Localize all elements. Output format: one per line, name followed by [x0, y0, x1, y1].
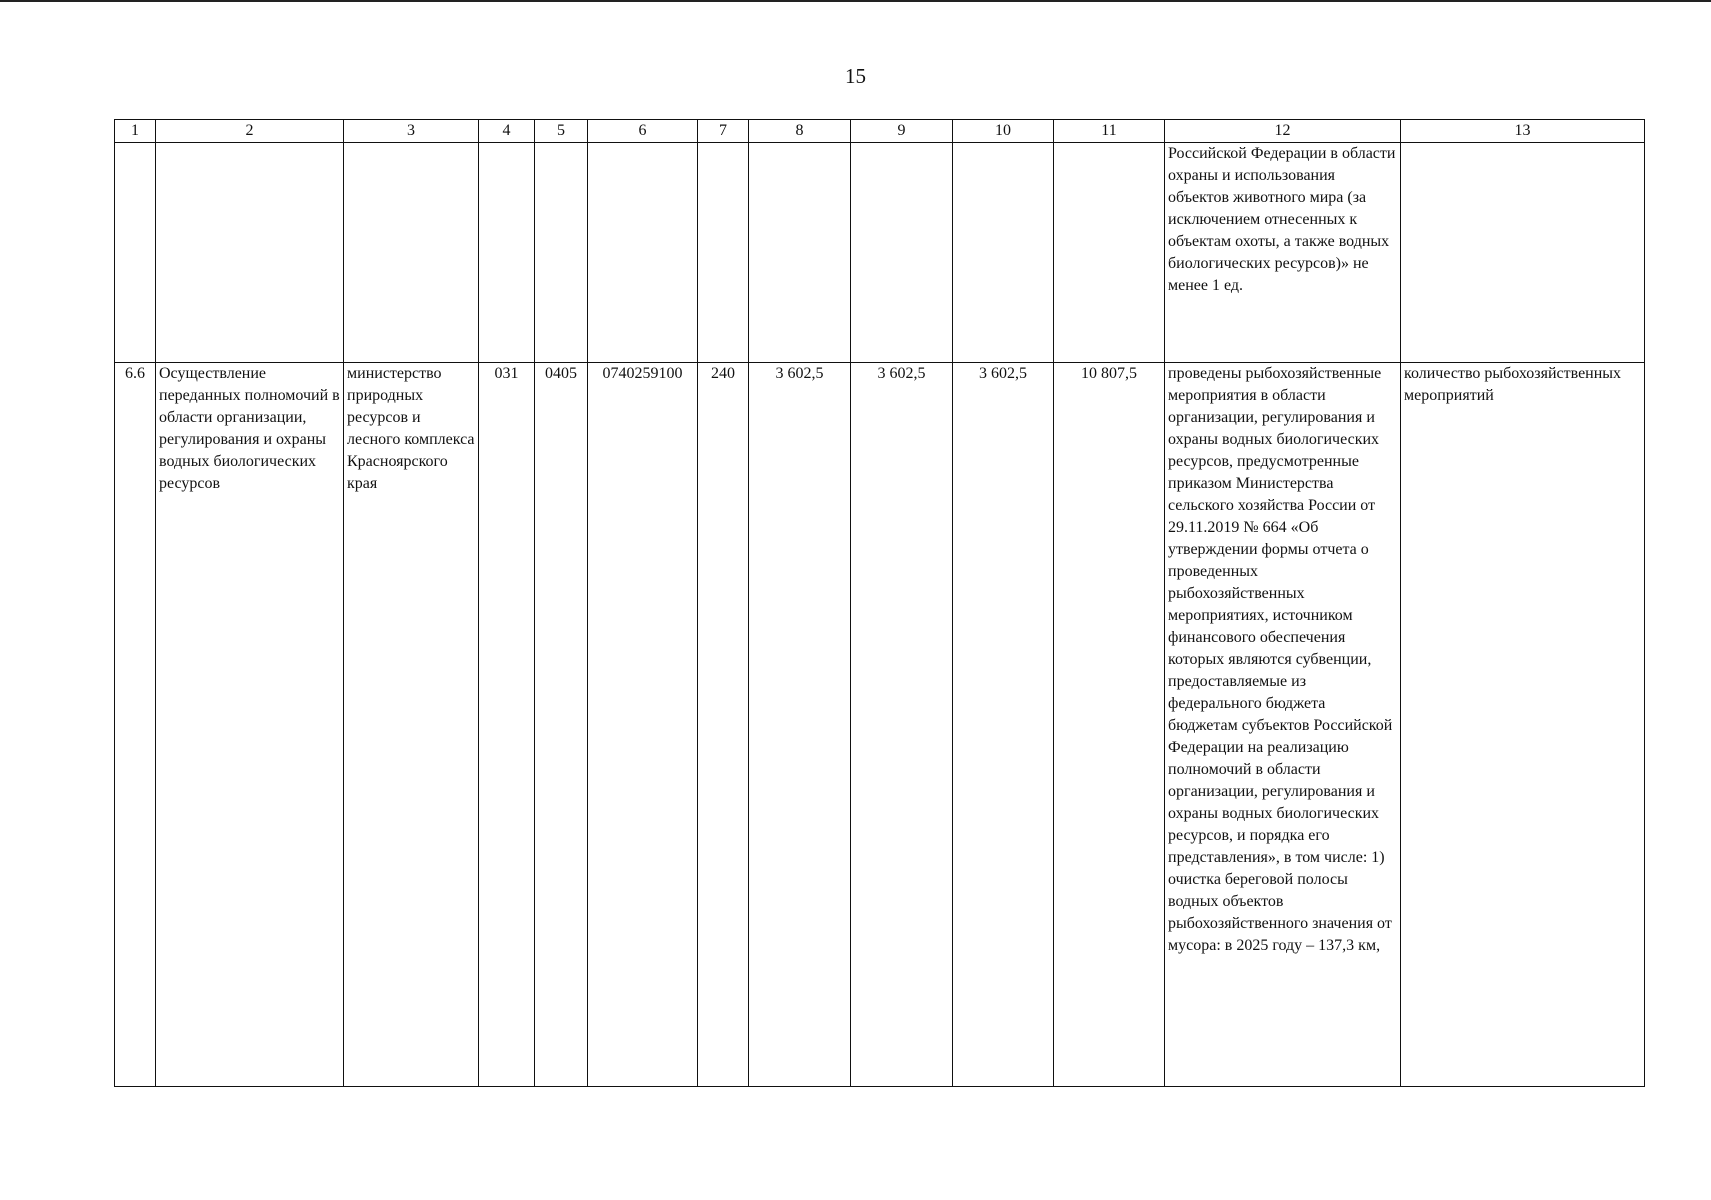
- cont-cell-8: [749, 143, 851, 363]
- header-col-7: 7: [698, 120, 749, 143]
- header-row: [115, 120, 1645, 143]
- csr-code: 0740259100: [588, 363, 698, 1087]
- indicator: количество рыбохозяйственных мероприятий: [1401, 363, 1645, 1087]
- cont-cell-9: [851, 143, 953, 363]
- header-col-12: 12: [1165, 120, 1401, 143]
- cont-cell-13: [1401, 143, 1645, 363]
- cont-cell-1: [115, 143, 156, 363]
- grbs-code: 031: [479, 363, 535, 1087]
- amount-2026: 3 602,5: [851, 363, 953, 1087]
- header-col-11: 11: [1054, 120, 1165, 143]
- executor: министерство природных ресурсов и лесного комплекса Красноярского края: [344, 363, 479, 1087]
- cont-cell-6: [588, 143, 698, 363]
- expected-result: проведены рыбохозяйственные мероприятия в области организации, регулирования и охраны водных биологических ресурсов, предусмотренные приказом Министерства сельского хозяйства России от 29.11.2019 № 664 «Об утверждении формы отчета о проведенных рыбохозяйственных мероприятиях, источником финансового обеспечения которых являются субвенции, предоставляемые из федерального бюджета бюджетам субъектов Российской Федерации на реализацию полномочий в области организации, регулирования и охраны водных биологических ресурсов, и порядка его представления», в том числе: 1) очистка береговой полосы водных объектов рыбохозяйственного значения от мусора: в 2025 году – 137,3 км,: [1165, 363, 1401, 1087]
- top-border-line: [0, 0, 1711, 2]
- cont-cell-5: [535, 143, 588, 363]
- row-number: 6.6: [115, 363, 156, 1087]
- cont-cell-11: [1054, 143, 1165, 363]
- header-col-1: 1: [115, 120, 156, 143]
- table-row-6-6: [115, 363, 1645, 1087]
- activity-name: Осуществление переданных полномочий в области организации, регулирования и охраны водных биологических ресурсов: [156, 363, 344, 1087]
- header-col-3: 3: [344, 120, 479, 143]
- cont-cell-4: [479, 143, 535, 363]
- cont-cell-10: [953, 143, 1054, 363]
- header-col-4: 4: [479, 120, 535, 143]
- vr-code: 240: [698, 363, 749, 1087]
- header-col-9: 9: [851, 120, 953, 143]
- budget-table: [114, 119, 1645, 1087]
- header-col-5: 5: [535, 120, 588, 143]
- header-col-2: 2: [156, 120, 344, 143]
- cont-cell-2: [156, 143, 344, 363]
- header-col-13: 13: [1401, 120, 1645, 143]
- cont-result-text: Российской Федерации в области охраны и использования объектов животного мира (за исключением отнесенных к объектам охоты, а также водных биологических ресурсов)» не менее 1 ед.: [1165, 143, 1401, 363]
- continuation-row: [115, 143, 1645, 363]
- cont-cell-3: [344, 143, 479, 363]
- cont-cell-7: [698, 143, 749, 363]
- header-col-8: 8: [749, 120, 851, 143]
- rzpr-code: 0405: [535, 363, 588, 1087]
- amount-2025: 3 602,5: [749, 363, 851, 1087]
- header-col-6: 6: [588, 120, 698, 143]
- page-number: 15: [845, 64, 866, 88]
- amount-total: 10 807,5: [1054, 363, 1165, 1087]
- amount-2027: 3 602,5: [953, 363, 1054, 1087]
- header-col-10: 10: [953, 120, 1054, 143]
